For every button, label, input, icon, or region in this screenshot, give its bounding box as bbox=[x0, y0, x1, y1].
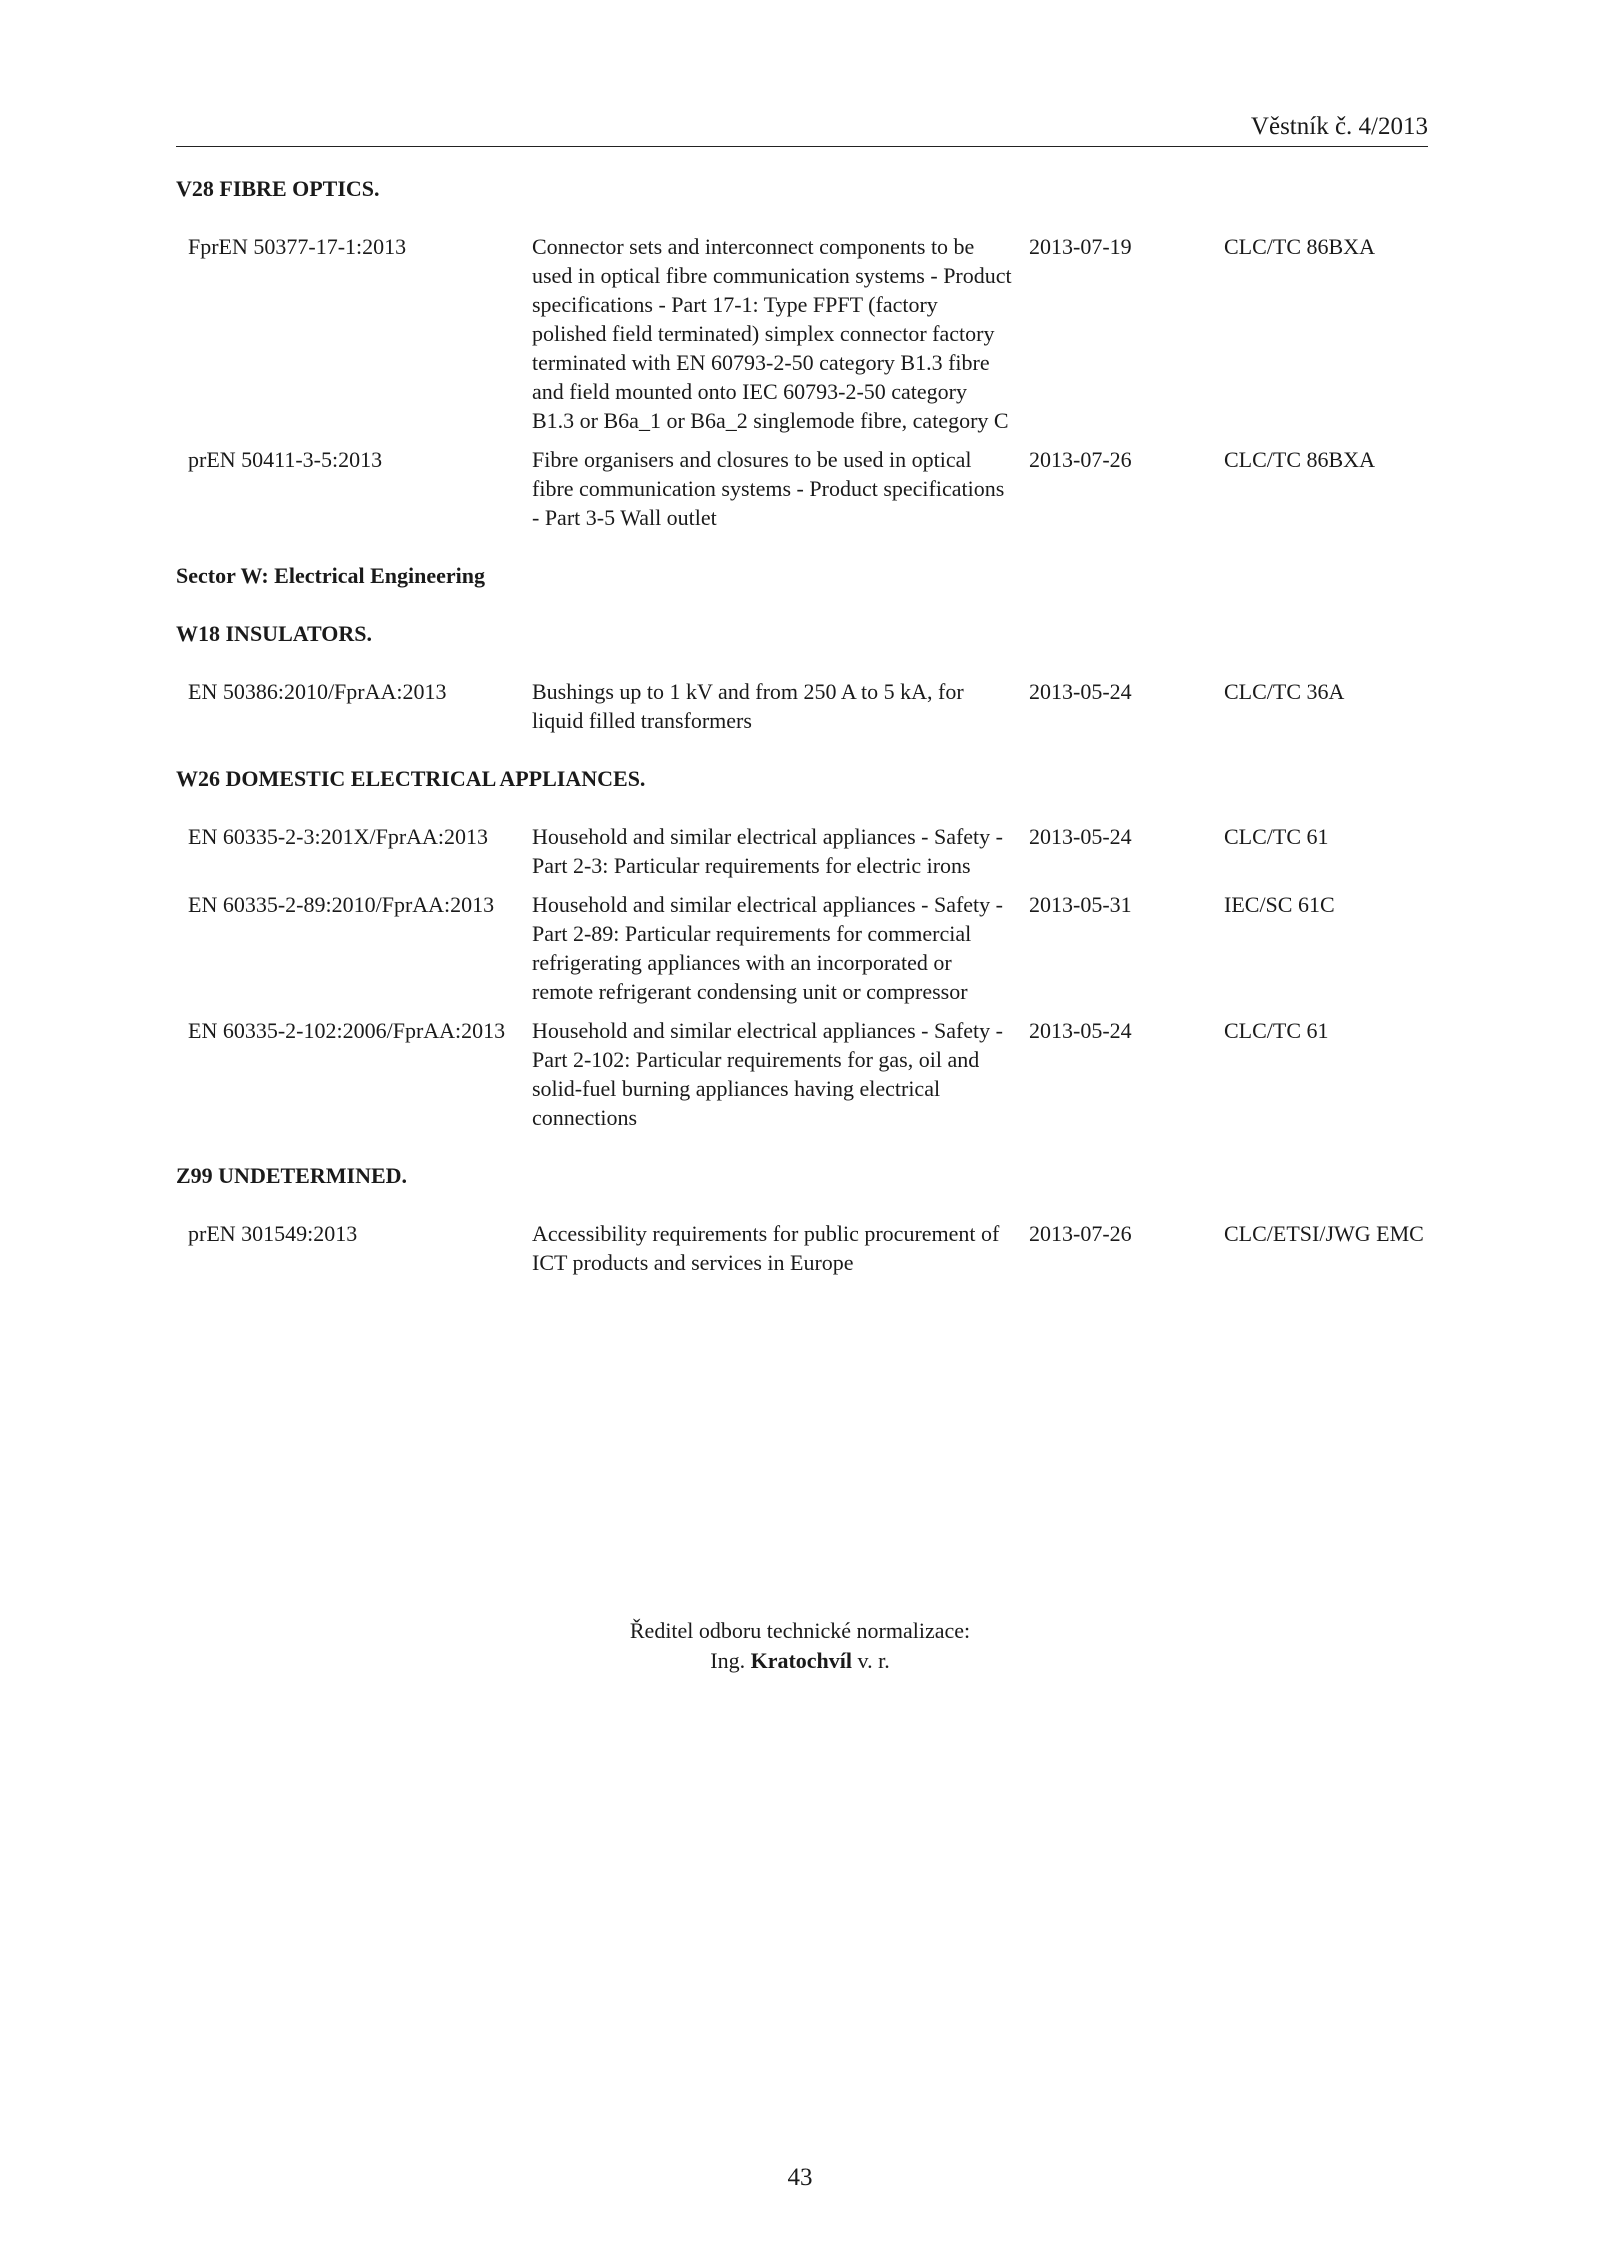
standard-date: 2013-07-26 bbox=[1029, 447, 1132, 472]
standard-row bbox=[176, 1219, 1456, 1277]
standard-code: prEN 50411-3-5:2013 bbox=[188, 447, 383, 472]
standards-list-v28 bbox=[176, 232, 1456, 532]
sector-heading: Sector W: Electrical Engineering bbox=[176, 563, 485, 588]
standard-date: 2013-05-24 bbox=[1029, 1018, 1132, 1043]
standards-list-w18 bbox=[176, 677, 1456, 735]
section-heading-w26: W26 DOMESTIC ELECTRICAL APPLIANCES. bbox=[176, 766, 646, 791]
section-heading-z99: Z99 UNDETERMINED. bbox=[176, 1163, 408, 1188]
signature-name: Kratochvíl bbox=[750, 1648, 853, 1673]
standard-date: 2013-05-31 bbox=[1029, 892, 1132, 917]
standard-row bbox=[176, 677, 1456, 735]
standard-date: 2013-07-19 bbox=[1029, 234, 1132, 259]
standard-row bbox=[176, 445, 1456, 532]
standard-title: Household and similar electrical appliances - Safety - Part 2-3: Particular requirements for electric irons bbox=[532, 824, 1003, 878]
standard-committee: IEC/SC 61C bbox=[1224, 892, 1335, 917]
standard-row bbox=[176, 822, 1456, 880]
standard-title: Household and similar electrical appliances - Safety - Part 2-89: Particular requirements for commercial refrigerating appliances with an incorporated or remote refrigerant condensing unit or compressor bbox=[532, 892, 1003, 1004]
standard-committee: CLC/ETSI/JWG EMC bbox=[1224, 1221, 1424, 1246]
standard-committee: CLC/TC 86BXA bbox=[1224, 234, 1375, 259]
standard-code: EN 60335-2-3:201X/FprAA:2013 bbox=[188, 824, 489, 849]
standard-committee: CLC/TC 86BXA bbox=[1224, 447, 1375, 472]
standard-committee: CLC/TC 36A bbox=[1224, 679, 1345, 704]
standard-row bbox=[176, 232, 1456, 435]
signature-prefix: Ing. bbox=[710, 1648, 746, 1673]
signature-block bbox=[0, 1616, 1600, 1676]
standard-code: EN 50386:2010/FprAA:2013 bbox=[188, 679, 447, 704]
standard-committee: CLC/TC 61 bbox=[1224, 1018, 1329, 1043]
standard-code: EN 60335-2-89:2010/FprAA:2013 bbox=[188, 892, 495, 917]
signature-line bbox=[0, 1646, 1600, 1676]
section-heading-v28: V28 FIBRE OPTICS. bbox=[176, 176, 380, 201]
signature-suffix: v. r. bbox=[857, 1648, 890, 1673]
page-number: 43 bbox=[787, 2164, 813, 2191]
standard-title: Household and similar electrical appliances - Safety - Part 2-102: Particular requirements for gas, oil and solid-fuel burning appliances having electrical connections bbox=[532, 1018, 1003, 1130]
standard-title: Connector sets and interconnect components to be used in optical fibre communication systems - Product specifications - Part 17-1: Type FPFT (factory polished field terminated) simplex connector factory terminated with EN 60793-2-50 category B1.3 fibre and field mounted onto IEC 60793-2-50 category B1.3 or B6a_1 or B6a_2 singlemode fibre, category C bbox=[532, 234, 1012, 433]
standard-date: 2013-05-24 bbox=[1029, 679, 1132, 704]
signature-role: Ředitel odboru technické normalizace: bbox=[629, 1618, 971, 1643]
standards-list-w26 bbox=[176, 822, 1456, 1132]
standards-list-z99 bbox=[176, 1219, 1456, 1277]
standard-title: Accessibility requirements for public procurement of ICT products and services in Europe bbox=[532, 1221, 1000, 1275]
standard-code: FprEN 50377-17-1:2013 bbox=[188, 234, 407, 259]
bulletin-title: Věstník č. 4/2013 bbox=[1250, 113, 1428, 140]
document-body bbox=[176, 174, 1456, 1287]
standard-title: Fibre organisers and closures to be used in optical fibre communication systems - Product specifications - Part 3-5 Wall outlet bbox=[532, 447, 1005, 530]
standard-row bbox=[176, 890, 1456, 1006]
standard-code: prEN 301549:2013 bbox=[188, 1221, 358, 1246]
section-heading-w18: W18 INSULATORS. bbox=[176, 621, 373, 646]
standard-row bbox=[176, 1016, 1456, 1132]
standard-committee: CLC/TC 61 bbox=[1224, 824, 1329, 849]
standard-date: 2013-05-24 bbox=[1029, 824, 1132, 849]
standard-code: EN 60335-2-102:2006/FprAA:2013 bbox=[188, 1018, 506, 1043]
page-header bbox=[176, 110, 1428, 147]
standard-date: 2013-07-26 bbox=[1029, 1221, 1132, 1246]
standard-title: Bushings up to 1 kV and from 250 A to 5 kA, for liquid filled transformers bbox=[532, 679, 964, 733]
